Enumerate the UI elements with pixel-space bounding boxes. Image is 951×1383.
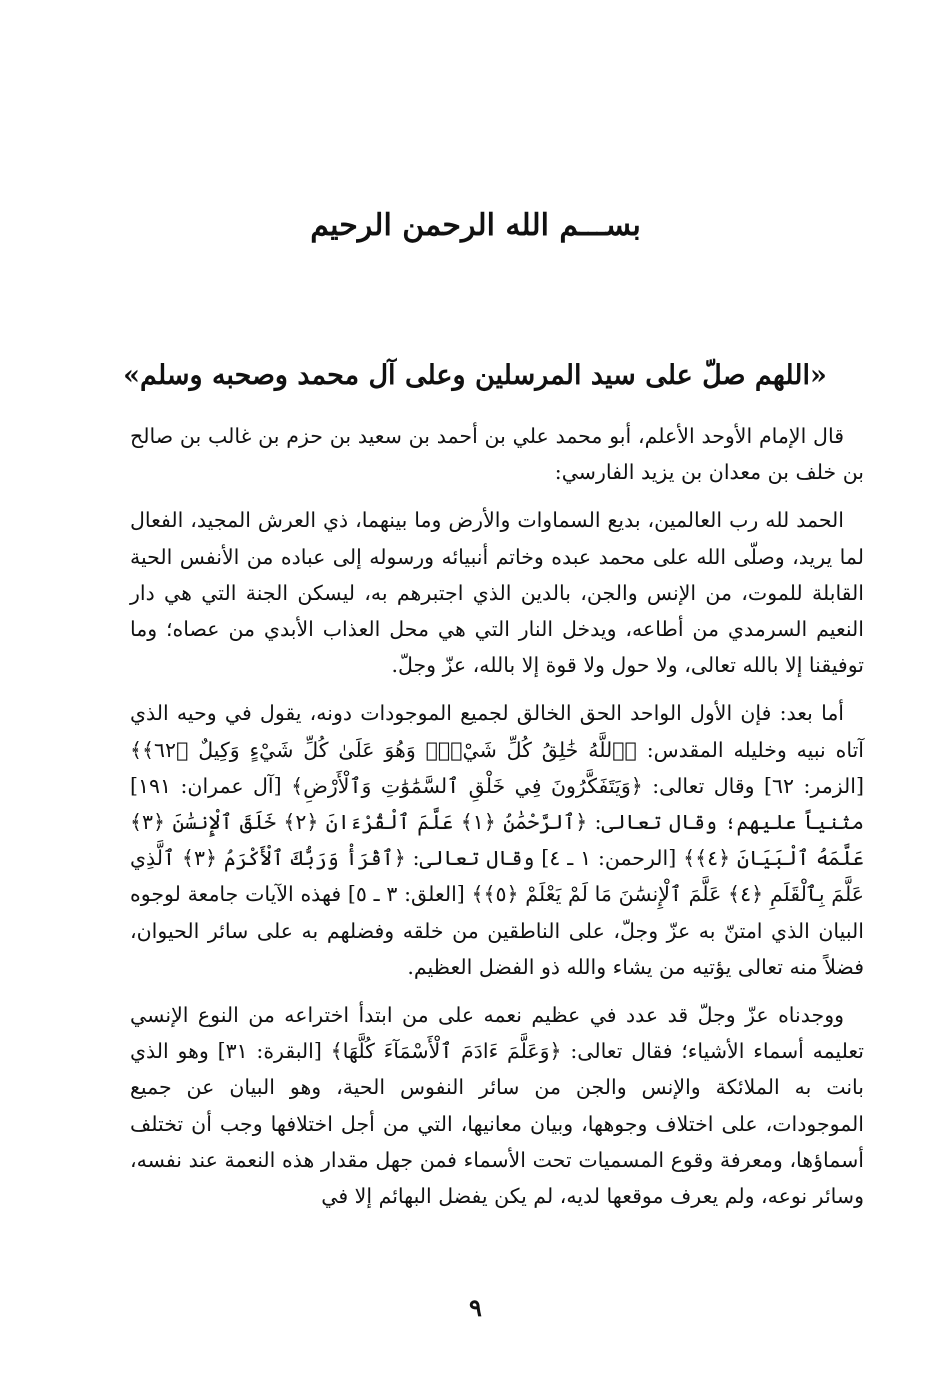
paragraph-names-teaching: ووجدناه عزّ وجلّ قد عدد في عظيم نعمه على من ابتدأ اختراعه من النوع الإنسي تعليمه أسماء الأشياء؛ فقال تعالى: ﴿وَعَلَّمَ ءَادَمَ ٱلْأَسْمَآءَ كُلَّهَا﴾ [البقرة: ٣١] وهو الذي بانت به الملائكة والإنس والجن من سائر النفوس الحية، وهو البيان عن جميع الموجودات، على اختلاف وجوهها، وبيان معانيها، التي من أجل اختلافها وجب أن تختلف أسماؤها، ومعرفة وقوع المسميات تحت الأسماء فمن جهل مقدار هذه النعمة عند نفسه، وسائر نوعه، ولم يعرف موقعها لديه، لم يكن يفضل البهائم إلا في — [130, 1003, 864, 1209]
paragraph-author-intro: قال الإمام الأوحد الأعلم، أبو محمد علي بن أحمد بن سعيد بن حزم بن غالب بن صالح بن خلف بن معدان بن يزيد الفارسي: — [130, 424, 864, 485]
body-text — [130, 418, 864, 1226]
basmala-heading: بســـم الله الرحمن الرحيم — [310, 208, 641, 243]
paragraph-praise: الحمد لله رب العالمين، بديع السماوات والأرض وما بينهما، ذي العرش المجيد، الفعال لما يريد، وصلّى الله على محمد عبده وخاتم أنبيائه ورسوله إلى عباده من الأنفس الحية القابلة للموت، من الإنس والجن، بالدين الذي اجتبرهم به، ليسكن الجنة التي هي دار النعيم السرمدي من أطاعه، ويدخل النار التي هي محل العذاب الأبدي من عصاه؛ وما توفيقنا إلا بالله تعالى، ولا حول ولا قوة إلا بالله، عزّ وجلّ. — [130, 508, 864, 678]
paragraph-amma-baad: أما بعد: فإن الأول الواحد الحق الخالق لجميع الموجودات دونه، يقول في وحيه الذي آتاه نبيه وخليله المقدس: ﴿ٱللَّهُ خَٰلِقُ كُلِّ شَيْءٍۖ وَهُوَ عَلَىٰ كُلِّ شَيْءٍ وَكِيلٌ ﴿٦٢﴾﴾ [الزمر: ٦٢] وقال تعالى: ﴿وَيَتَفَكَّرُونَ فِي خَلْقِ ٱلسَّمَٰوَٰتِ وَٱلْأَرْضِ﴾ [آل عمران: ١٩١] مثنياً عليهم؛ وقال تعالى: ﴿ٱلرَّحْمَٰنُ ﴿١﴾ عَلَّمَ ٱلْقُرْءَانَ ﴿٢﴾ خَلَقَ ٱلْإِنسَٰنَ ﴿٣﴾ عَلَّمَهُ ٱلْبَيَانَ ﴿٤﴾﴾ [الرحمن: ١ ـ ٤] وقال تعالى: ﴿ٱقْرَأْ وَرَبُّكَ ٱلْأَكْرَمُ ﴿٣﴾ ٱلَّذِي عَلَّمَ بِٱلْقَلَمِ ﴿٤﴾ عَلَّمَ ٱلْإِنسَٰنَ مَا لَمْ يَعْلَمْ ﴿٥﴾﴾ [العلق: ٣ ـ ٥] فهذه الآيات جامعة لوجوه البيان الذي امتنّ به عزّ وجلّ، على الناطقين من خلقه وفضلهم به على سائر الحيوان، فضلاً منه تعالى يؤتيه من يشاء والله ذو الفضل العظيم. — [130, 701, 864, 979]
page-number: ٩ — [469, 1293, 482, 1322]
salawat-heading: «اللهم صلّ على سيد المرسلين وعلى آل محمد وصحبه وسلم» — [123, 360, 827, 391]
